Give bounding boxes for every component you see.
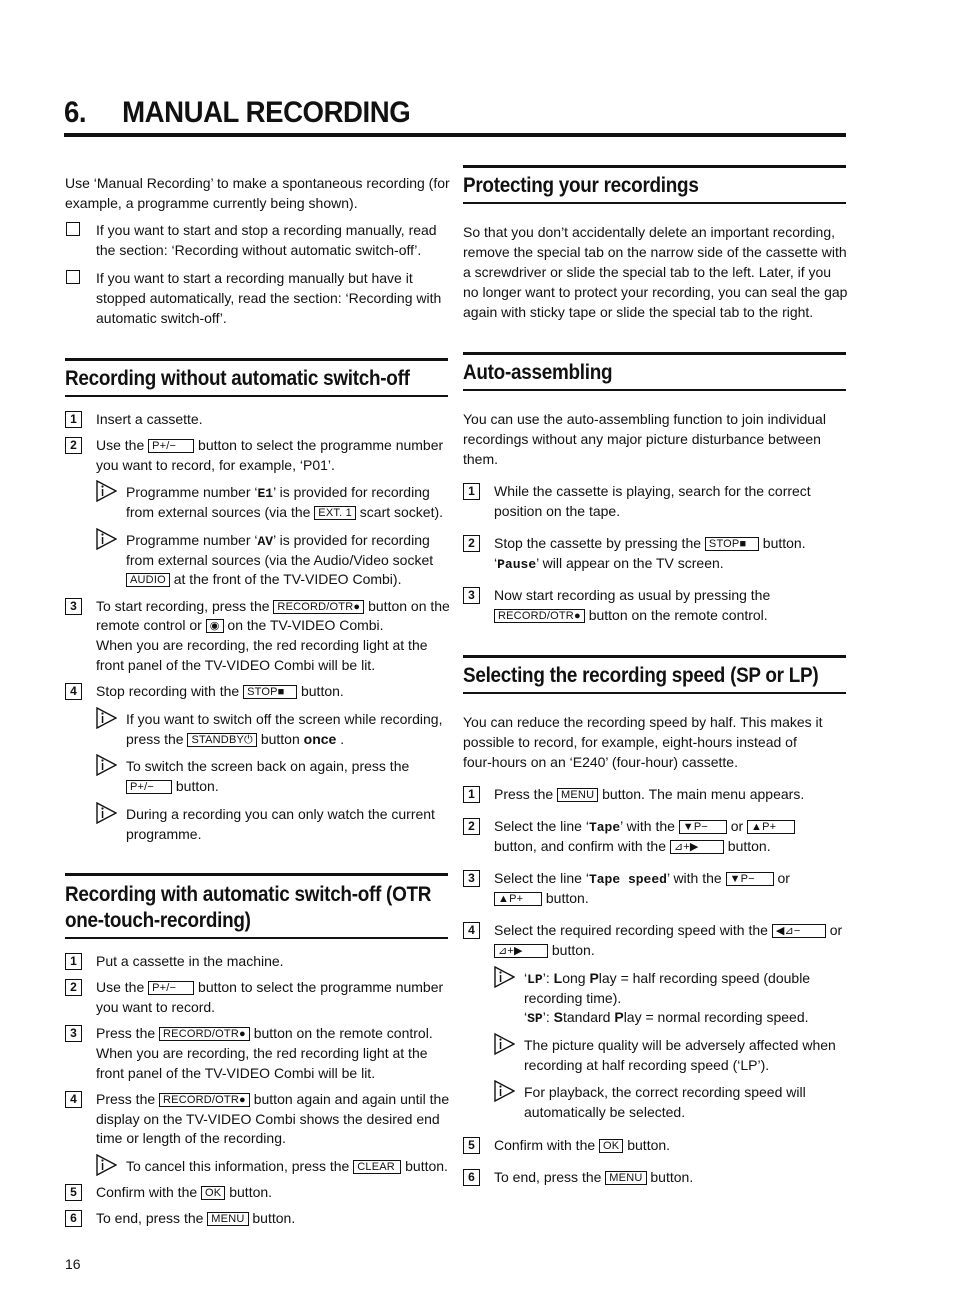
step-text: Press the RECORD/OTR● button on the remote control. — [96, 1025, 433, 1041]
record-key: RECORD/OTR● — [273, 600, 364, 614]
section-heading: Recording with automatic switch-off (OTR — [65, 883, 432, 906]
option-text: If you want to start and stop a recording manually, read — [96, 222, 437, 238]
p-plus-minus-key: P+/− — [148, 439, 194, 453]
tip-text: If you want to switch off the screen while recording, — [126, 711, 443, 727]
title-rule — [64, 133, 846, 137]
p-plus-minus-key: P+/− — [148, 981, 194, 995]
info-icon — [95, 1154, 117, 1176]
body-text: remove the special tab on the narrow side of the cassette with — [463, 244, 847, 260]
step-number: 1 — [463, 483, 480, 500]
step-number: 4 — [65, 1091, 82, 1108]
ok-key: OK — [201, 1186, 225, 1200]
step-text: front panel of the TV-VIDEO Combi will be lit. — [96, 657, 376, 673]
step-text: To start recording, press the RECORD/OTR● button on the — [96, 598, 450, 614]
step-number: 2 — [65, 437, 82, 454]
step-number: 1 — [65, 953, 82, 970]
info-icon — [95, 528, 117, 550]
p-minus-key: ▼P− — [726, 872, 774, 886]
record-button-symbol: ◉ — [206, 619, 224, 633]
step-text: you want to record, for example, ‘P01’. — [96, 457, 335, 473]
step-number: 6 — [65, 1210, 82, 1227]
step-text: To end, press the MENU button. — [494, 1169, 694, 1185]
info-icon — [95, 707, 117, 729]
step-number: 3 — [463, 587, 480, 604]
section-rule — [463, 692, 846, 694]
body-text: You can reduce the recording speed by half. This makes it — [463, 714, 823, 730]
step-number: 1 — [463, 786, 480, 803]
step-text: Confirm with the OK button. — [494, 1137, 671, 1153]
step-number: 3 — [65, 1025, 82, 1042]
p-plus-key: ▲P+ — [494, 892, 542, 906]
step-text: Use the P+/− button to select the programme number — [96, 979, 444, 995]
step-text: display on the TV-VIDEO Combi shows the desired end — [96, 1111, 440, 1127]
step-text: Insert a cassette. — [96, 411, 203, 427]
step-text: When you are recording, the red recording light at the — [96, 637, 428, 653]
step-number: 4 — [65, 683, 82, 700]
step-number: 3 — [463, 870, 480, 887]
option-text: the section: ‘Recording without automatic switch-off’. — [96, 242, 422, 258]
section-heading: Protecting your recordings — [463, 174, 699, 197]
tip-text: ‘LP’: Long Play = half recording speed (double — [524, 970, 811, 987]
step-number: 1 — [65, 411, 82, 428]
step-text: Stop the cassette by pressing the STOP■ button. — [494, 535, 806, 551]
tip-text: P+/− button. — [126, 776, 219, 796]
ext1-key: EXT. 1 — [314, 506, 356, 520]
left-minus-key: ◀⊿− — [772, 924, 826, 938]
step-text: When you are recording, the red recording light at the — [96, 1045, 428, 1061]
step-text: Select the line ‘Tape’ with the ▼P− or ▲P+ — [494, 816, 795, 838]
step-text: Confirm with the OK button. — [96, 1184, 273, 1200]
body-text: possible to record, for example, eight-hours instead of — [463, 734, 797, 750]
info-icon — [493, 966, 515, 988]
step-text: RECORD/OTR● button on the remote control. — [494, 605, 768, 625]
step-text: Stop recording with the STOP■ button. — [96, 683, 344, 699]
body-text: them. — [463, 451, 499, 467]
tip-text: recording at half recording speed (‘LP’). — [524, 1057, 770, 1073]
step-number: 2 — [463, 818, 480, 835]
section-rule — [65, 937, 448, 939]
right-plus-key: ⊿+▶ — [670, 840, 724, 854]
standby-key: STANDBY⏻ — [187, 733, 256, 747]
info-icon — [493, 1033, 515, 1055]
section-rule — [463, 655, 846, 658]
section-heading: Selecting the recording speed (SP or LP) — [463, 664, 819, 687]
body-text: a screwdriver or slide the special tab to the left. Later, if you — [463, 264, 832, 280]
step-text: remote control or ◉ on the TV-VIDEO Combi. — [96, 617, 384, 633]
section-rule — [65, 873, 448, 876]
step-text: you want to record. — [96, 999, 216, 1015]
body-text: recordings without any major picture disturbance between — [463, 431, 821, 447]
tip-text: recording time). — [524, 990, 622, 1006]
intro-line: example, a programme currently being shown). — [65, 195, 358, 211]
page-number: 16 — [65, 1256, 81, 1272]
tip-text: press the STANDBY⏻ button once . — [126, 731, 345, 747]
body-text: So that you don’t accidentally delete an important recording, — [463, 224, 836, 240]
body-text: again with sticky tape or slide the special tab to the right. — [463, 304, 814, 320]
tip-text: ‘SP’: Standard Play = normal recording speed. — [524, 1009, 809, 1026]
p-minus-key: ▼P− — [679, 820, 727, 834]
record-key: RECORD/OTR● — [159, 1093, 250, 1107]
tip-text: For playback, the correct recording speed will — [524, 1084, 806, 1100]
info-icon — [493, 1080, 515, 1102]
section-heading: one-touch-recording) — [65, 909, 251, 932]
ok-key: OK — [599, 1139, 623, 1153]
section-heading: Recording without automatic switch-off — [65, 367, 410, 390]
step-text: button, and confirm with the ⊿+▶ button. — [494, 838, 771, 854]
tip-text: AUDIO at the front of the TV-VIDEO Combi). — [126, 569, 401, 589]
step-text: Now start recording as usual by pressing the — [494, 587, 771, 603]
step-text: Press the RECORD/OTR● button again and again until the — [96, 1091, 450, 1107]
tip-text: automatically be selected. — [524, 1104, 686, 1120]
section-rule — [463, 165, 846, 168]
tip-text: from external sources (via the EXT. 1 scart socket). — [126, 504, 444, 520]
step-text: ▲P+ button. — [494, 888, 589, 908]
step-text: Select the line ‘Tape speed’ with the ▼P− or — [494, 870, 790, 887]
section-rule — [463, 352, 846, 355]
step-text: Put a cassette in the machine. — [96, 953, 284, 969]
checkbox — [66, 270, 80, 284]
tip-text: Programme number ‘E1’ is provided for recording — [126, 484, 430, 501]
clear-key: CLEAR — [353, 1160, 401, 1174]
menu-key: MENU — [207, 1212, 248, 1226]
section-rule — [463, 202, 846, 204]
step-number: 5 — [65, 1184, 82, 1201]
tip-text: To cancel this information, press the CLEAR button. — [126, 1158, 448, 1174]
info-icon — [95, 754, 117, 776]
body-text: no longer want to protect your recording, you can seal the gap — [463, 284, 848, 300]
step-number: 5 — [463, 1137, 480, 1154]
record-key: RECORD/OTR● — [159, 1027, 250, 1041]
tip-text: Programme number ‘AV’ is provided for recording — [126, 532, 430, 549]
step-number: 2 — [65, 979, 82, 996]
menu-key: MENU — [605, 1171, 646, 1185]
step-text: While the cassette is playing, search for the correct — [494, 483, 811, 499]
section-rule — [463, 389, 846, 391]
record-key: RECORD/OTR● — [494, 609, 585, 623]
menu-key: MENU — [557, 788, 598, 802]
step-text: Use the P+/− button to select the programme number — [96, 437, 444, 453]
tip-text: from external sources (via the Audio/Video socket — [126, 552, 434, 568]
step-text: position on the tape. — [494, 503, 621, 519]
body-text: You can use the auto-assembling function to join individual — [463, 411, 826, 427]
step-number: 3 — [65, 598, 82, 615]
tip-text: To switch the screen back on again, press the — [126, 758, 410, 774]
step-number: 4 — [463, 922, 480, 939]
p-plus-minus-key: P+/− — [126, 780, 172, 794]
step-text: Press the MENU button. The main menu appears. — [494, 786, 805, 802]
step-text: To end, press the MENU button. — [96, 1210, 296, 1226]
audio-key: AUDIO — [126, 573, 170, 587]
option-text: automatic switch-off’. — [96, 310, 227, 326]
step-text: ⊿+▶ button. — [494, 940, 595, 960]
tip-text: programme. — [126, 826, 202, 842]
step-number: 2 — [463, 535, 480, 552]
step-text: time or length of the recording. — [96, 1130, 286, 1146]
stop-key: STOP■ — [705, 537, 759, 551]
option-text: If you want to start a recording manually but have it — [96, 270, 413, 286]
info-icon — [95, 802, 117, 824]
option-text: stopped automatically, read the section: ‘Recording with — [96, 290, 442, 306]
stop-key: STOP■ — [243, 685, 297, 699]
section-rule — [65, 358, 448, 361]
step-text: front panel of the TV-VIDEO Combi will be lit. — [96, 1065, 376, 1081]
right-plus-key: ⊿+▶ — [494, 944, 548, 958]
tip-text: During a recording you can only watch the current — [126, 806, 435, 822]
step-text: ‘Pause’ will appear on the TV screen. — [494, 555, 724, 572]
section-heading: Auto-assembling — [463, 361, 613, 384]
section-rule — [65, 395, 448, 397]
intro-line: Use ‘Manual Recording’ to make a spontaneous recording (for — [65, 175, 450, 191]
p-plus-key: ▲P+ — [747, 820, 795, 834]
tip-text: The picture quality will be adversely affected when — [524, 1037, 836, 1053]
info-icon — [95, 480, 117, 502]
body-text: four-hours on an ‘E240’ (four-hour) cassette. — [463, 754, 738, 770]
page-title: 6. MANUAL RECORDING — [64, 96, 411, 129]
step-number: 6 — [463, 1169, 480, 1186]
step-text: Select the required recording speed with the ◀⊿− or — [494, 922, 843, 938]
checkbox — [66, 222, 80, 236]
